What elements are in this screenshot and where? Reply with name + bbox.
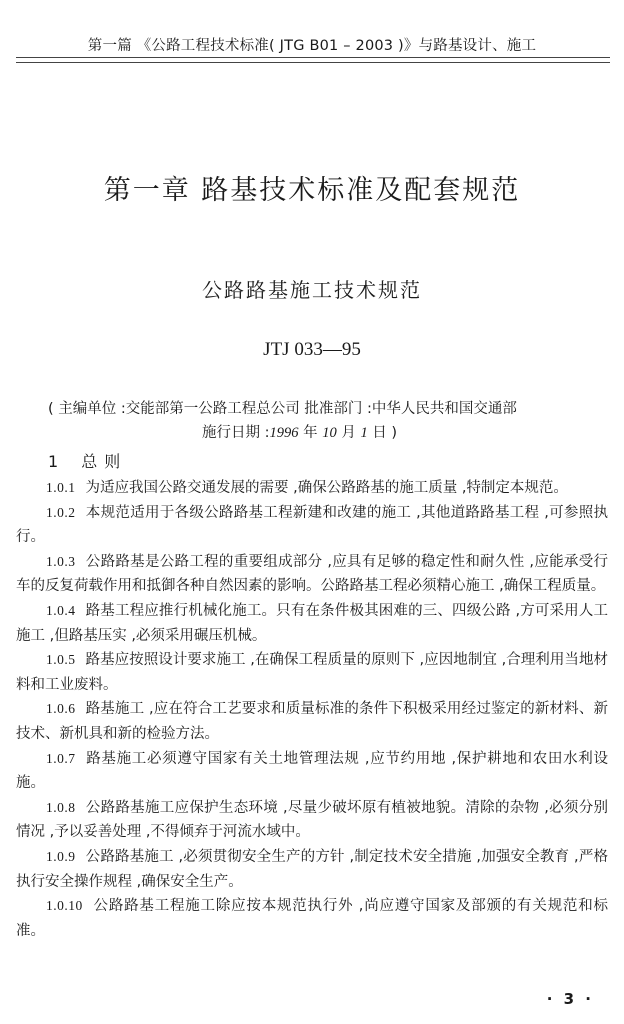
clause-1-0-8 — [16, 796, 608, 845]
clause-1-0-5 — [16, 648, 608, 697]
effective-date-label: 施行日期 : — [202, 425, 270, 441]
clause-1-0-10 — [16, 894, 608, 943]
clause-number: 1.0.2 — [46, 504, 76, 520]
running-header: 第一篇 《公路工程技术标准( JTG B01 – 2003 )》与路基设计、施工 — [87, 38, 537, 54]
chapter-title: 第一章 路基技术标准及配套规范 — [103, 175, 521, 206]
clause-text: 为适应我国公路交通发展的需要 ,确保公路路基的施工质量 ,特制定本规范。 — [85, 480, 568, 496]
clause-1-0-6 — [16, 697, 608, 746]
section-heading — [48, 449, 143, 472]
month-unit: 月 — [336, 425, 361, 441]
header-rule — [16, 57, 610, 63]
clause-text: 路基施工必须遵守国家有关土地管理法规 ,应节约用地 ,保护耕地和农田水利设施。 — [16, 750, 608, 792]
section-title: 总 则 — [81, 452, 122, 471]
clause-number: 1.0.1 — [46, 480, 76, 495]
year-unit: 年 — [298, 425, 323, 441]
clause-1-0-1 — [16, 476, 608, 501]
effective-day: 1 — [360, 425, 368, 441]
document-code: JTJ 033—95 — [263, 339, 361, 360]
clause-text: 公路路基是公路工程的重要组成部分 ,应具有足够的稳定性和耐久性 ,应能承受行车的反复荷载作用和抵御各种自然因素的影响。公路路基工程必须精心施工 ,确保工程质量。 — [16, 553, 608, 595]
page-number: · 3 · — [546, 990, 594, 1008]
clause-number: 1.0.7 — [46, 750, 76, 766]
clause-text: 公路路基工程施工除应按本规范执行外 ,尚应遵守国家及部颁的有关规范和标准。 — [16, 898, 608, 939]
section-number: 1 — [48, 452, 60, 471]
meta-line-editor-approver: ( 主编单位 :交能部第一公路工程总公司 批准部门 :中华人民共和国交通部 — [48, 401, 517, 417]
clause-number: 1.0.10 — [46, 898, 83, 914]
clause-text: 路基工程应推行机械化施工。只有在条件极其困难的三、四级公路 ,方可采用人工施工 ,但路基压实 ,必须采用碾压机械。 — [16, 602, 608, 644]
clause-number: 1.0.9 — [46, 848, 76, 864]
clause-list — [16, 476, 608, 943]
clause-text: 本规范适用于各级公路路基工程新建和改建的施工 ,其他道路路基工程 ,可参照执行。 — [16, 504, 608, 546]
clause-1-0-4 — [16, 599, 608, 648]
clause-text: 公路路基施工 ,必须贯彻安全生产的方针 ,制定技术安全措施 ,加强安全教育 ,严格执行安全操作规程 ,确保安全生产。 — [16, 848, 608, 890]
day-unit: 日 ) — [367, 425, 398, 441]
effective-year: 1996 — [269, 425, 299, 441]
clause-number: 1.0.5 — [46, 652, 76, 668]
clause-1-0-3 — [16, 550, 608, 599]
document-title: 公路路基施工技术规范 — [202, 278, 422, 302]
clause-text: 路基应按照设计要求施工 ,在确保工程质量的原则下 ,应因地制宜 ,合理利用当地材料和工业废料。 — [16, 652, 608, 693]
clause-text: 路基施工 ,应在符合工艺要求和质量标准的条件下积极采用经过鉴定的新材料、新技术、新机具和新的检验方法。 — [16, 701, 608, 742]
effective-month: 10 — [322, 425, 337, 441]
clause-1-0-9 — [16, 845, 608, 894]
meta-line-effective-date — [48, 421, 588, 445]
clause-number: 1.0.4 — [46, 602, 76, 618]
clause-number: 1.0.3 — [46, 553, 76, 569]
clause-1-0-2 — [16, 501, 608, 550]
clause-text: 公路路基施工应保护生态环境 ,尽量少破坏原有植被地貌。清除的杂物 ,必须分别情况 ,予以妥善处理 ,不得倾弃于河流水域中。 — [16, 799, 608, 841]
clause-number: 1.0.8 — [46, 799, 76, 815]
clause-1-0-7 — [16, 747, 608, 796]
clause-number: 1.0.6 — [46, 701, 76, 717]
document-meta — [48, 397, 588, 445]
